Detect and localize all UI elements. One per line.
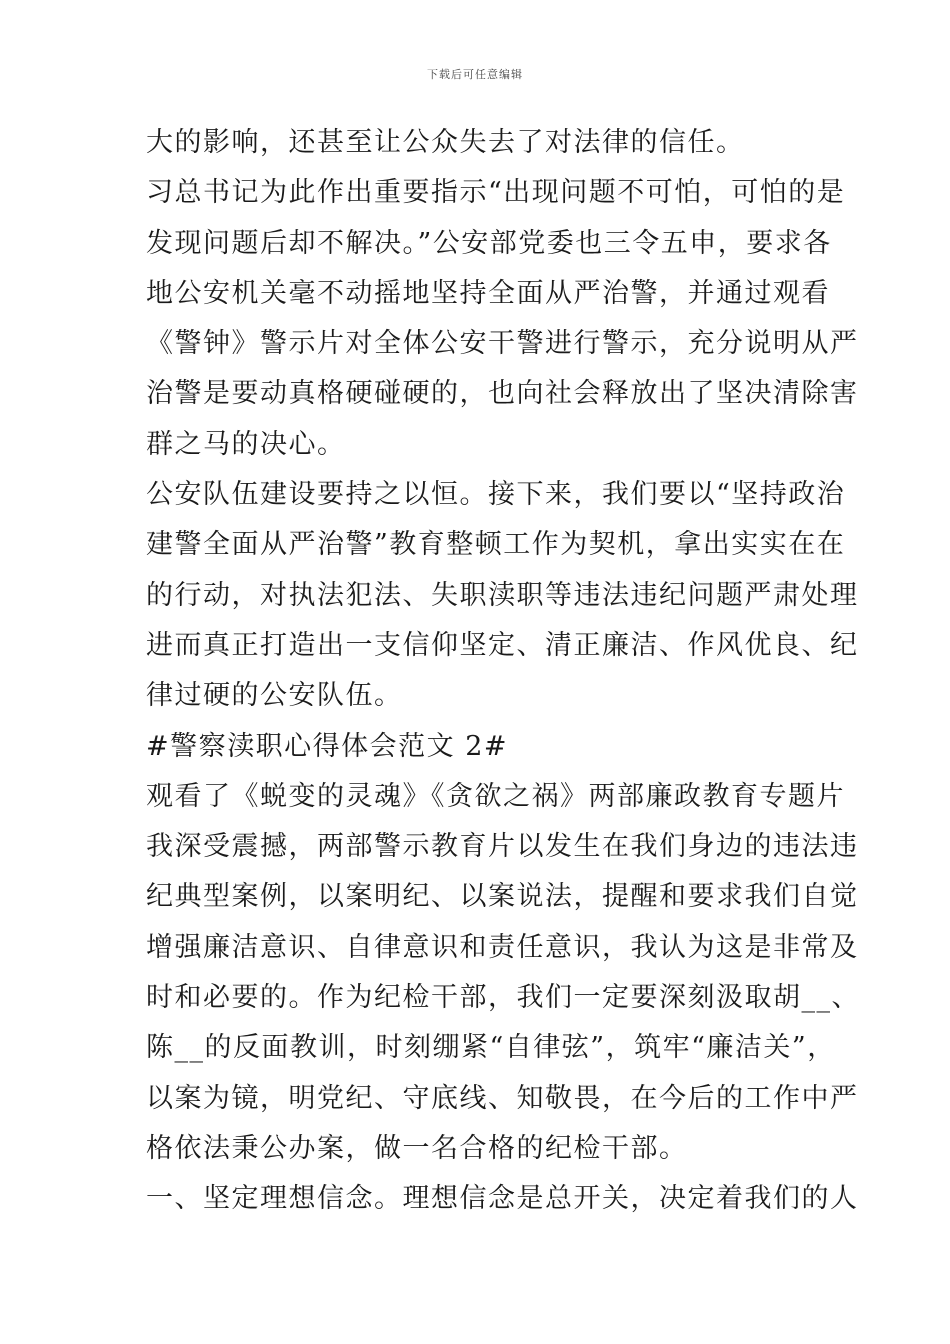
text-line: 习总书记为此作出重要指示“出现问题不可怕，可怕的是 <box>146 177 846 209</box>
text-line: 发现问题后却不解决。”公安部党委也三令五申，要求各 <box>146 227 832 259</box>
document-body <box>146 118 860 1225</box>
text-line: 进而真正打造出一支信仰坚定、清正廉洁、作风优良、纪 <box>146 629 859 661</box>
section-heading: #警察渎职心得体会范文 2# <box>146 730 509 762</box>
text-line: 纪典型案例，以案明纪、以案说法，提醒和要求我们自觉 <box>146 881 859 913</box>
text-line: 时和必要的。作为纪检干部，我们一定要深刻汲取胡__、 <box>146 982 860 1014</box>
text-line: 一、坚定理想信念。理想信念是总开关，决定着我们的人 <box>146 1183 859 1215</box>
text-line: 观看了《蜕变的灵魂》《贪欲之祸》两部廉政教育专题片 <box>146 780 845 812</box>
text-line: 治警是要动真格硬碰硬的，也向社会释放出了坚决清除害 <box>146 378 859 410</box>
text-line: 我深受震撼，两部警示教育片以发生在我们身边的违法违 <box>146 831 859 863</box>
text-line: 大的影响，还甚至让公众失去了对法律的信任。 <box>146 127 745 158</box>
page-header: 下载后可任意编辑 <box>427 68 523 81</box>
text-line: 以案为镜，明党纪、守底线、知敬畏，在今后的工作中严 <box>146 1082 859 1114</box>
text-line: 的行动，对执法犯法、失职渎职等违法违纪问题严肃处理 <box>146 579 859 611</box>
text-line: 格依法秉公办案，做一名合格的纪检干部。 <box>146 1132 688 1164</box>
text-line: 群之马的决心。 <box>146 428 346 460</box>
text-line: 《警钟》警示片对全体公安干警进行警示，充分说明从严 <box>146 328 859 360</box>
text-line: 建警全面从严治警”教育整顿工作为契机，拿出实实在在 <box>146 529 846 561</box>
text-line: 律过硬的公安队伍。 <box>146 680 403 712</box>
text-line: 陈__的反面教训，时刻绷紧“自律弦”，筑牢“廉洁关”， <box>146 1032 836 1064</box>
text-line: 地公安机关毫不动摇地坚持全面从严治警，并通过观看 <box>146 277 830 309</box>
text-line: 增强廉洁意识、自律意识和责任意识，我认为这是非常及 <box>146 931 859 963</box>
text-line: 公安队伍建设要持之以恒。接下来，我们要以“坚持政治 <box>146 479 846 511</box>
